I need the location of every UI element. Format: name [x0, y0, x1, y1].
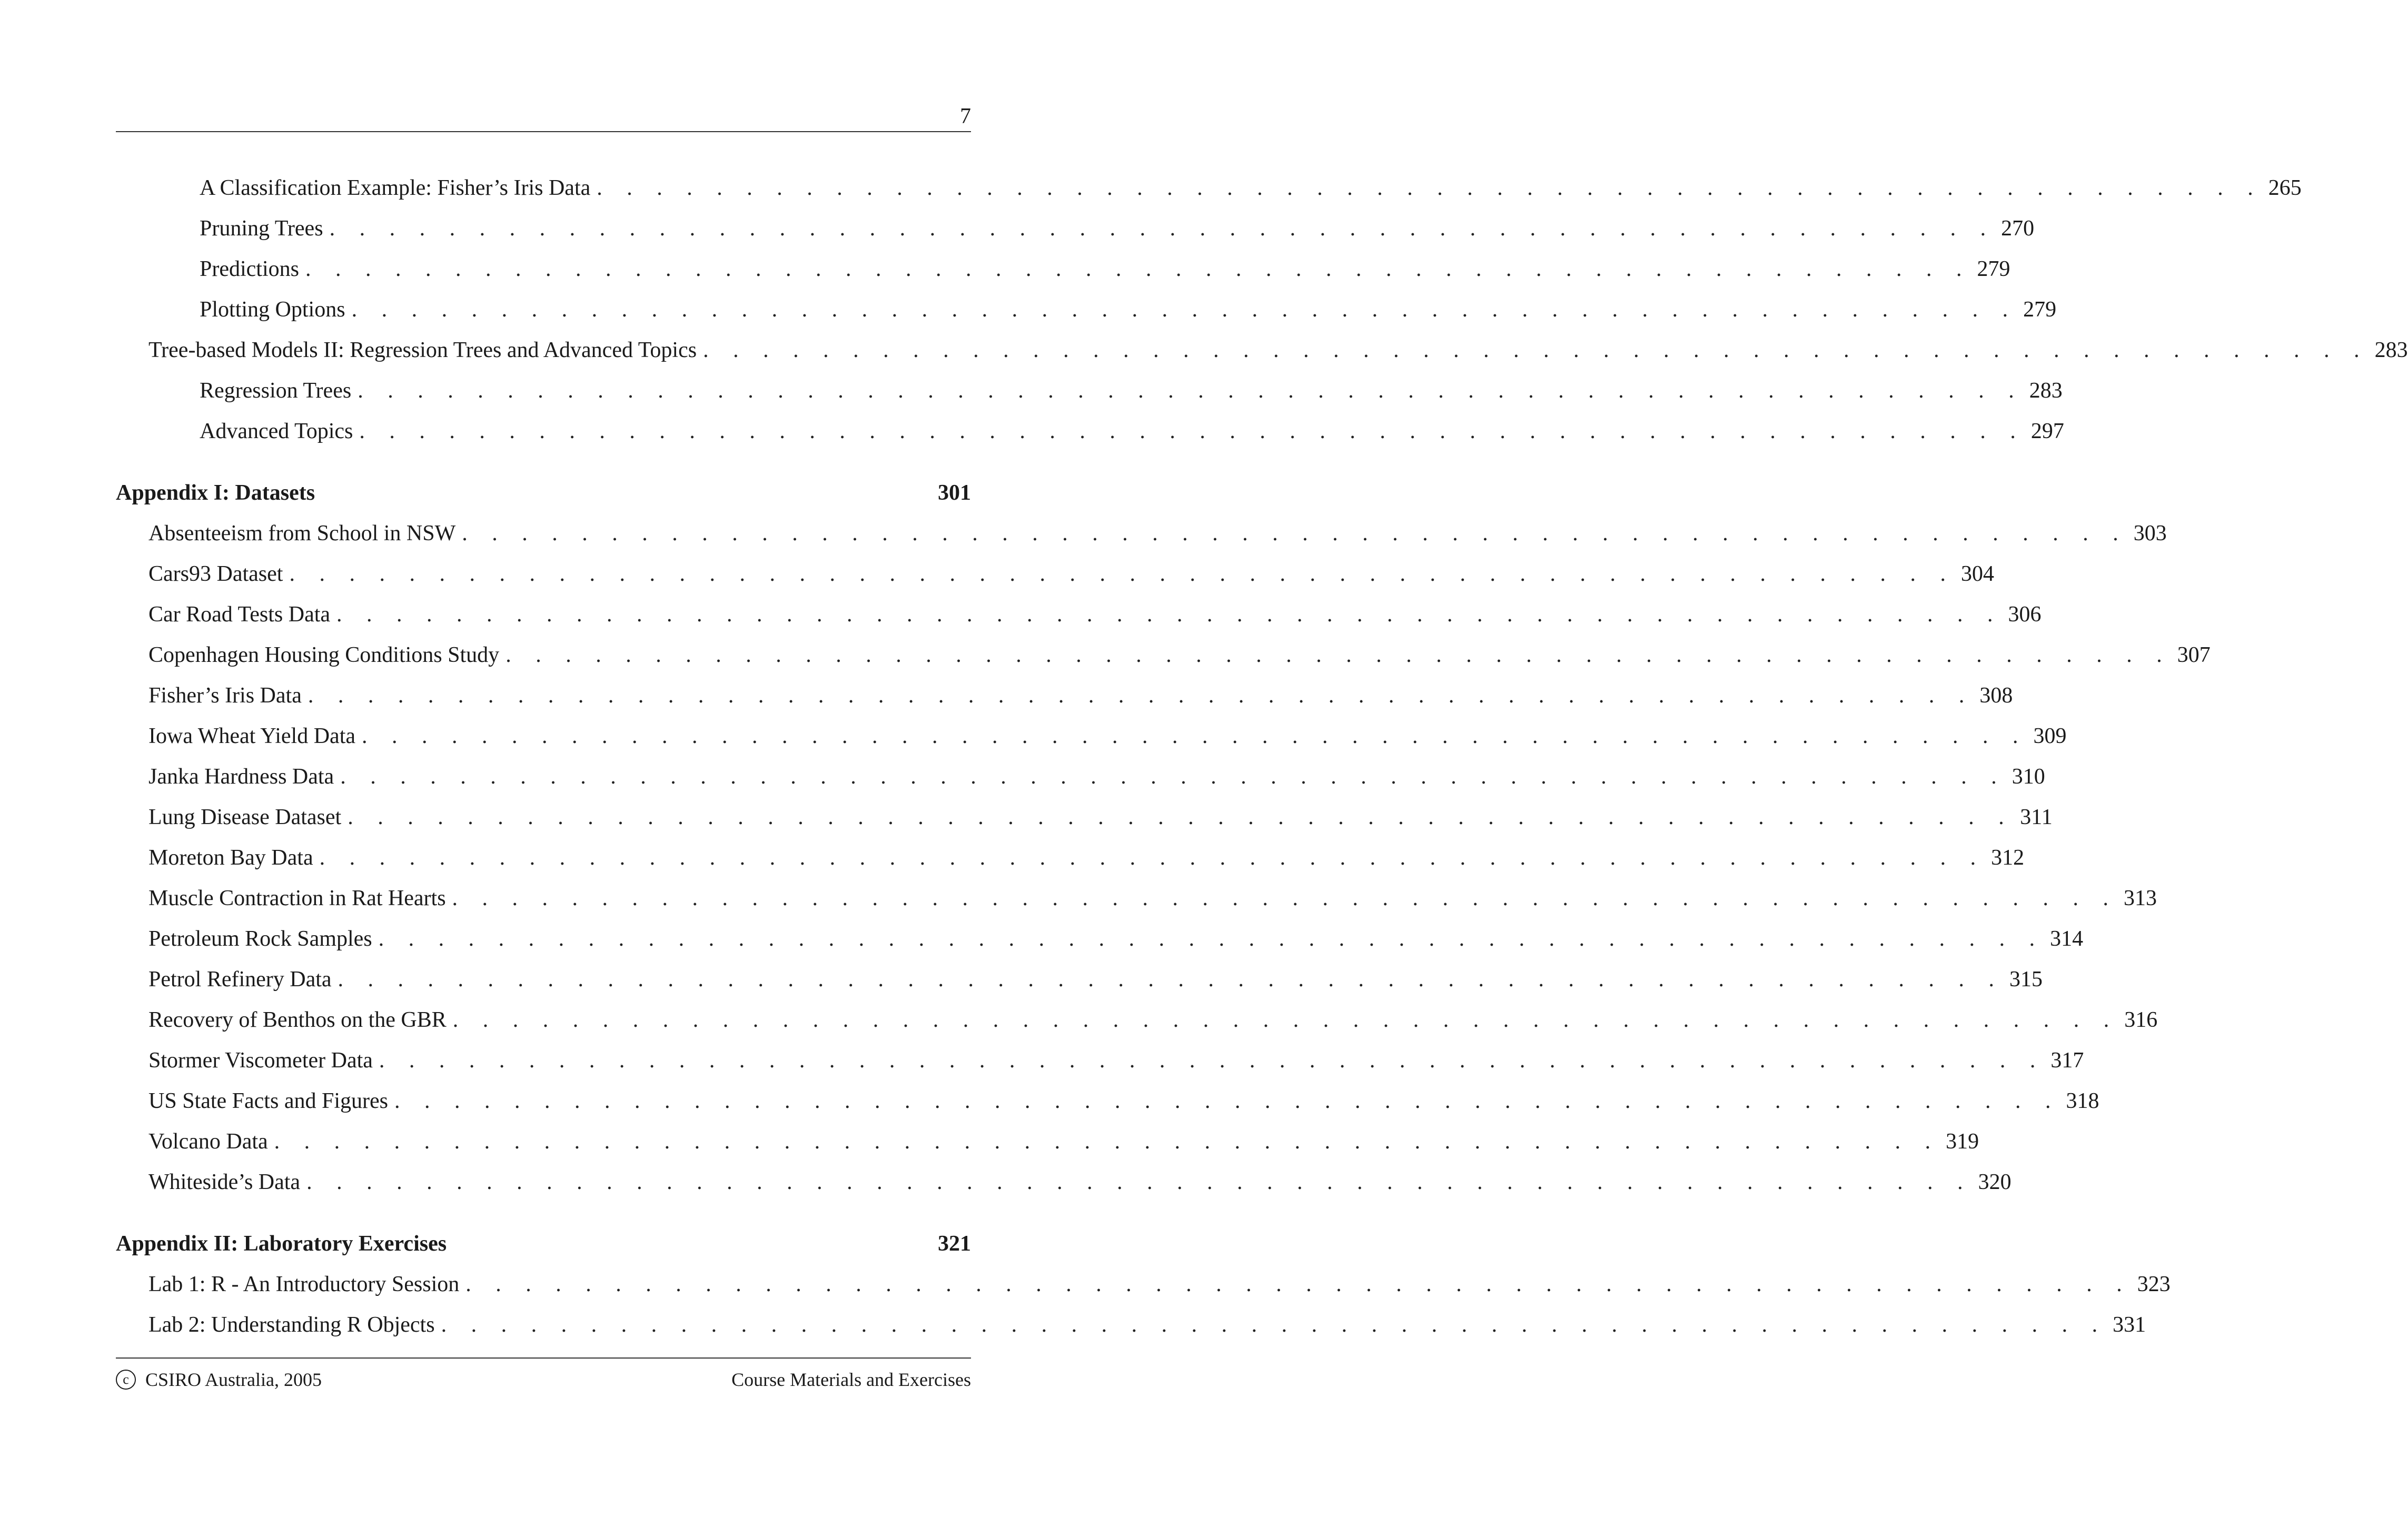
toc-entry-title: Volcano Data [148, 1129, 268, 1154]
toc-entry-page: 314 [2050, 926, 2084, 951]
toc-entry-title: Advanced Topics [200, 419, 353, 443]
toc-entry[interactable] [116, 878, 2157, 918]
footer-rule [116, 1357, 971, 1359]
toc-entry-title: Muscle Contraction in Rat Hearts [148, 886, 446, 910]
dot-leader: . . . . . . . . . . . . . . . . . . . . . . . . . . . . . . . . . . . . . . . . . . . . . . . . . . . . . . . . [329, 216, 1996, 241]
footer-copyright-text: CSIRO Australia, 2005 [145, 1369, 322, 1390]
table-of-contents [116, 167, 2408, 1345]
toc-entry[interactable] [116, 999, 2158, 1040]
toc-entry-page: 279 [1977, 256, 2010, 281]
footer-left [116, 1368, 322, 1391]
dot-leader: . . . . . . . . . . . . . . . . . . . . . . . . . . . . . . . . . . . . . . . . . . . . . . . . . . . . . . . . [348, 805, 2014, 829]
toc-entry-page: 308 [1979, 683, 2013, 708]
toc-entry-title: Plotting Options [200, 297, 345, 322]
toc-entry-page: 306 [2008, 602, 2042, 627]
toc-chapter-appendix-1[interactable] [116, 472, 971, 513]
chapter-title: Appendix I: Datasets [116, 480, 315, 505]
toc-entry[interactable] [116, 594, 2042, 635]
toc-entry-page: 312 [1991, 845, 2025, 870]
toc-entry[interactable] [116, 756, 2045, 797]
toc-entry-title: Cars93 Dataset [148, 561, 283, 586]
toc-entry-page: 304 [1960, 561, 1994, 586]
toc-entry[interactable] [116, 208, 2035, 249]
toc-entry[interactable] [116, 1264, 2171, 1304]
footer-course-title: Course Materials and Exercises [731, 1369, 971, 1390]
page-footer [116, 1368, 971, 1391]
toc-entry-title: Predictions [200, 256, 299, 281]
toc-entry-page: 265 [2268, 175, 2302, 200]
dot-leader: . . . . . . . . . . . . . . . . . . . . . . . . . . . . . . . . . . . . . . . . . . . . . . . . . . . . . . . . [351, 297, 2018, 322]
toc-entry[interactable] [116, 330, 2408, 370]
dot-leader: . . . . . . . . . . . . . . . . . . . . . . . . . . . . . . . . . . . . . . . . . . . . . . . . . . . . . . . . [452, 886, 2118, 910]
toc-entry-title: Lab 1: R - An Introductory Session [148, 1272, 460, 1296]
dot-leader: . . . . . . . . . . . . . . . . . . . . . . . . . . . . . . . . . . . . . . . . . . . . . . . . . . . . . . . . [506, 642, 2172, 667]
toc-entry-page: 297 [2030, 419, 2064, 443]
dot-leader: . . . . . . . . . . . . . . . . . . . . . . . . . . . . . . . . . . . . . . . . . . . . . . . . . . . . . . . . [703, 338, 2369, 362]
toc-entry-title: Car Road Tests Data [148, 602, 331, 627]
dot-leader: . . . . . . . . . . . . . . . . . . . . . . . . . . . . . . . . . . . . . . . . . . . . . . . . . . . . . . . . [452, 1007, 2119, 1032]
toc-entry-title: Tree-based Models II: Regression Trees and Advanced Topics [148, 338, 697, 362]
dot-leader: . . . . . . . . . . . . . . . . . . . . . . . . . . . . . . . . . . . . . . . . . . . . . . . . . . . . . . . . [319, 845, 1986, 870]
copyright-icon: c [116, 1370, 136, 1390]
toc-entry-title: US State Facts and Figures [148, 1088, 388, 1113]
toc-entry-title: A Classification Example: Fisher’s Iris Data [200, 175, 591, 200]
toc-entry[interactable] [116, 370, 2063, 411]
toc-entry-title: Lab 2: Understanding R Objects [148, 1312, 435, 1337]
toc-entry-page: 331 [2113, 1312, 2146, 1337]
toc-entry[interactable] [116, 675, 2013, 716]
dot-leader: . . . . . . . . . . . . . . . . . . . . . . . . . . . . . . . . . . . . . . . . . . . . . . . . . . . . . . . . [289, 561, 1955, 586]
toc-entry[interactable] [116, 837, 2025, 878]
toc-entry[interactable] [116, 1040, 2084, 1081]
dot-leader: . . . . . . . . . . . . . . . . . . . . . . . . . . . . . . . . . . . . . . . . . . . . . . . . . . . . . . . . [597, 175, 2263, 200]
toc-entry-title: Copenhagen Housing Conditions Study [148, 642, 500, 667]
toc-entry-page: 315 [2009, 967, 2043, 992]
toc-entry-title: Petrol Refinery Data [148, 967, 332, 992]
dot-leader: . . . . . . . . . . . . . . . . . . . . . . . . . . . . . . . . . . . . . . . . . . . . . . . . . . . . . . . . [378, 926, 2045, 951]
toc-entry-page: 270 [2001, 216, 2035, 241]
toc-entry[interactable] [116, 918, 2084, 959]
toc-entry[interactable] [116, 1162, 2011, 1202]
toc-entry-page: 316 [2124, 1007, 2158, 1032]
toc-entry-page: 318 [2066, 1088, 2099, 1113]
chapter-page: 301 [938, 480, 971, 505]
chapter-page: 321 [938, 1231, 971, 1256]
toc-entry[interactable] [116, 289, 2057, 330]
toc-entry[interactable] [116, 411, 2064, 451]
dot-leader: . . . . . . . . . . . . . . . . . . . . . . . . . . . . . . . . . . . . . . . . . . . . . . . . . . . . . . . . [308, 683, 1974, 708]
dot-leader: . . . . . . . . . . . . . . . . . . . . . . . . . . . . . . . . . . . . . . . . . . . . . . . . . . . . . . . . [338, 967, 2004, 992]
toc-entry[interactable] [116, 1081, 2099, 1121]
toc-entry[interactable] [116, 553, 1994, 594]
toc-entry-page: 309 [2033, 724, 2067, 748]
dot-leader: . . . . . . . . . . . . . . . . . . . . . . . . . . . . . . . . . . . . . . . . . . . . . . . . . . . . . . . . [305, 256, 1971, 281]
chapter-title: Appendix II: Laboratory Exercises [116, 1231, 447, 1256]
toc-entry-title: Regression Trees [200, 378, 352, 403]
toc-entry-title: Stormer Viscometer Data [148, 1048, 373, 1073]
toc-entry-title: Petroleum Rock Samples [148, 926, 372, 951]
dot-leader: . . . . . . . . . . . . . . . . . . . . . . . . . . . . . . . . . . . . . . . . . . . . . . . . . . . . . . . . [394, 1088, 2060, 1113]
dot-leader: . . . . . . . . . . . . . . . . . . . . . . . . . . . . . . . . . . . . . . . . . . . . . . . . . . . . . . . . [362, 724, 2028, 748]
toc-entry-page: 311 [2020, 805, 2053, 829]
toc-entry-title: Whiteside’s Data [148, 1170, 301, 1194]
dot-leader: . . . . . . . . . . . . . . . . . . . . . . . . . . . . . . . . . . . . . . . . . . . . . . . . . . . . . . . . [465, 1272, 2132, 1296]
toc-entry-page: 279 [2023, 297, 2057, 322]
toc-chapter-appendix-2[interactable] [116, 1223, 971, 1264]
toc-entry-page: 283 [2029, 378, 2063, 403]
toc-entry[interactable] [116, 959, 2043, 999]
toc-entry-page: 310 [2011, 764, 2045, 789]
toc-entry-title: Janka Hardness Data [148, 764, 334, 789]
toc-entry[interactable] [116, 797, 2053, 837]
toc-entry-page: 313 [2124, 886, 2157, 910]
dot-leader: . . . . . . . . . . . . . . . . . . . . . . . . . . . . . . . . . . . . . . . . . . . . . . . . . . . . . . . . [336, 602, 2003, 627]
toc-entry-title: Pruning Trees [200, 216, 323, 241]
toc-entry[interactable] [116, 635, 2211, 675]
toc-entry[interactable] [116, 1121, 1979, 1162]
toc-entry-page: 319 [1946, 1129, 1979, 1154]
toc-entry-title: Moreton Bay Data [148, 845, 313, 870]
dot-leader: . . . . . . . . . . . . . . . . . . . . . . . . . . . . . . . . . . . . . . . . . . . . . . . . . . . . . . . . [359, 419, 2025, 443]
toc-entry-page: 303 [2133, 521, 2167, 546]
dot-leader: . . . . . . . . . . . . . . . . . . . . . . . . . . . . . . . . . . . . . . . . . . . . . . . . . . . . . . . . [379, 1048, 2045, 1073]
toc-entry-page: 317 [2050, 1048, 2084, 1073]
dot-leader: . . . . . . . . . . . . . . . . . . . . . . . . . . . . . . . . . . . . . . . . . . . . . . . . . . . . . . . . [462, 521, 2128, 546]
toc-entry-page: 320 [1978, 1170, 2011, 1194]
toc-entry-title: Iowa Wheat Yield Data [148, 724, 356, 748]
toc-entry-title: Recovery of Benthos on the GBR [148, 1007, 447, 1032]
toc-entry-title: Absenteeism from School in NSW [148, 521, 456, 546]
dot-leader: . . . . . . . . . . . . . . . . . . . . . . . . . . . . . . . . . . . . . . . . . . . . . . . . . . . . . . . . [340, 764, 2006, 789]
toc-entry-page: 323 [2137, 1272, 2171, 1296]
toc-entry[interactable] [116, 249, 2010, 289]
toc-entry[interactable] [116, 167, 2302, 208]
toc-entry-title: Lung Disease Dataset [148, 805, 342, 829]
toc-entry[interactable] [116, 513, 2167, 553]
dot-leader: . . . . . . . . . . . . . . . . . . . . . . . . . . . . . . . . . . . . . . . . . . . . . . . . . . . . . . . . [358, 378, 2024, 403]
dot-leader: . . . . . . . . . . . . . . . . . . . . . . . . . . . . . . . . . . . . . . . . . . . . . . . . . . . . . . . . [306, 1170, 1973, 1194]
toc-entry[interactable] [116, 716, 2067, 756]
toc-entry-page: 307 [2177, 642, 2211, 667]
toc-entry[interactable] [116, 1304, 2146, 1345]
toc-entry-page: 283 [2374, 338, 2408, 362]
dot-leader: . . . . . . . . . . . . . . . . . . . . . . . . . . . . . . . . . . . . . . . . . . . . . . . . . . . . . . . . [274, 1129, 1940, 1154]
header-rule [116, 131, 971, 132]
page-number: 7 [960, 104, 971, 128]
dot-leader: . . . . . . . . . . . . . . . . . . . . . . . . . . . . . . . . . . . . . . . . . . . . . . . . . . . . . . . . [441, 1312, 2107, 1337]
toc-entry-title: Fisher’s Iris Data [148, 683, 302, 708]
